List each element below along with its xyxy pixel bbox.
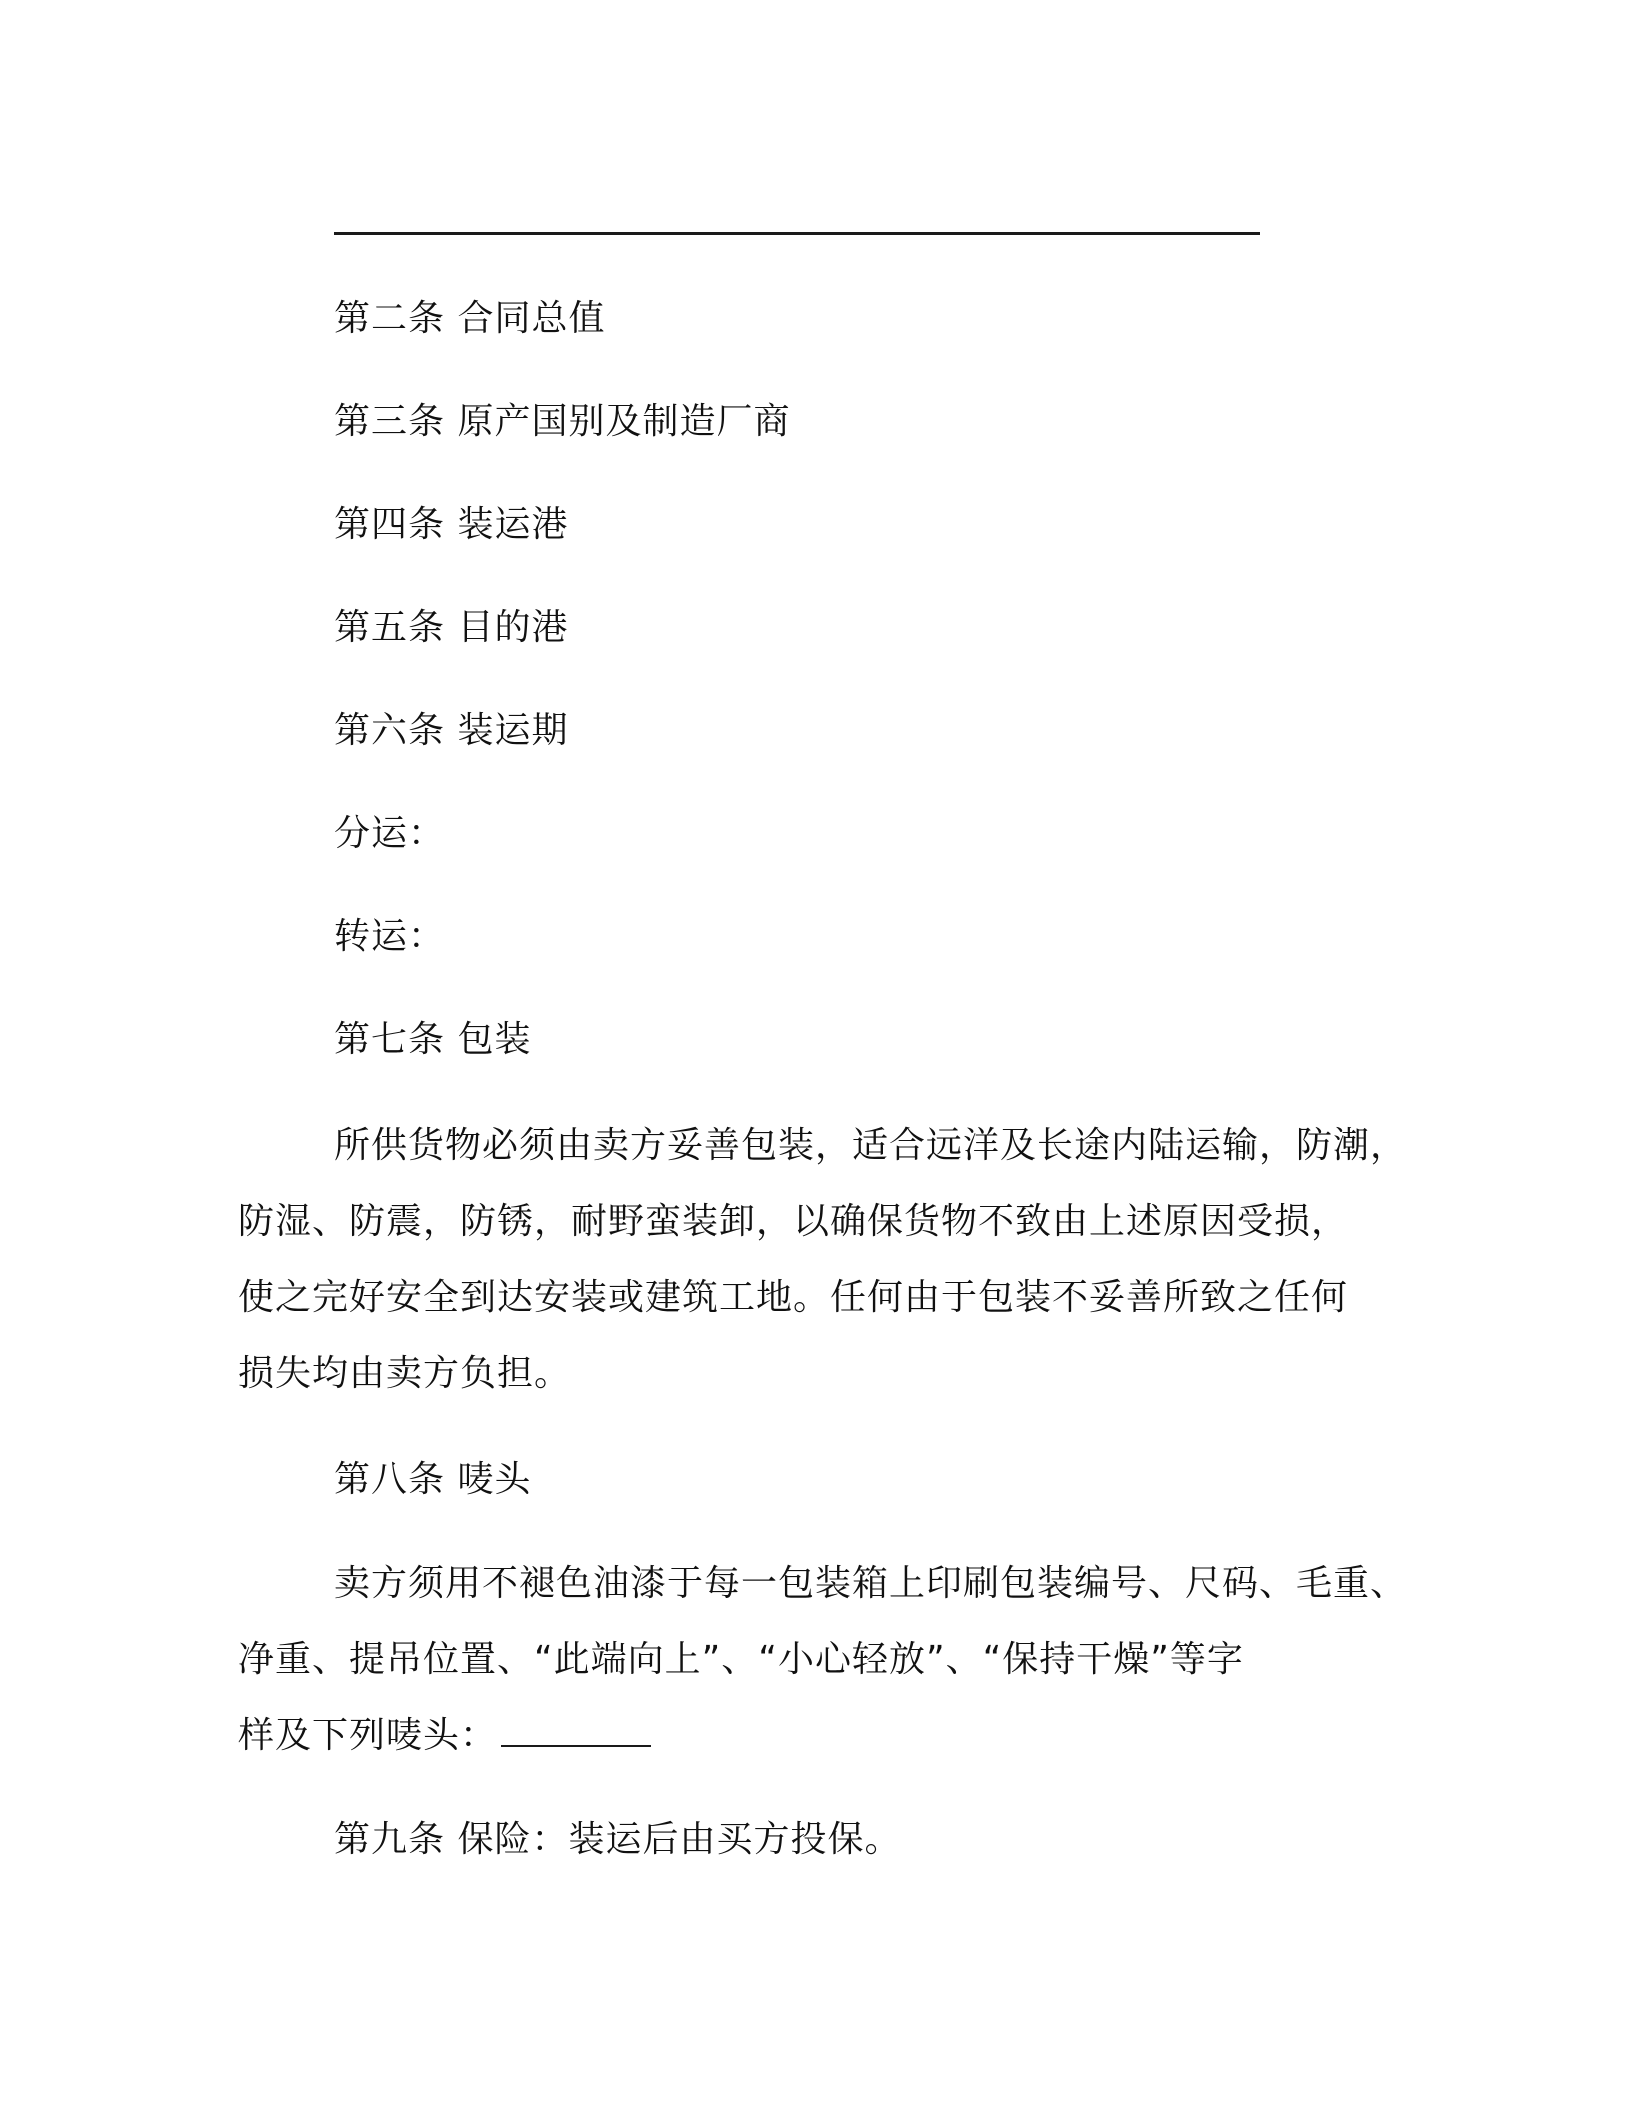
packaging-paragraph — [238, 1108, 1418, 1412]
transshipment-label: 转运： — [334, 916, 446, 957]
packaging-line-4: 损失均由卖方负担。 — [238, 1353, 572, 1394]
article-9-heading: 第九条 保险：装运后由买方投保。 — [334, 1819, 902, 1860]
marks-line-3-text: 样及下列唛头： — [238, 1715, 498, 1756]
packaging-line-2: 防湿、防震，防锈，耐野蛮装卸，以确保货物不致由上述原因受损， — [238, 1201, 1349, 1242]
partial-shipment-label: 分运： — [334, 813, 446, 854]
top-blank-line — [334, 232, 1260, 235]
article-4-heading: 第四条 装运港 — [334, 504, 569, 545]
article-5-heading: 第五条 目的港 — [334, 607, 569, 648]
marks-line-1: 卖方须用不褪色油漆于每一包装箱上印刷包装编号、尺码、毛重、 — [334, 1563, 1408, 1604]
packaging-line-3: 使之完好安全到达安装或建筑工地。任何由于包装不妥善所致之任何 — [238, 1277, 1349, 1318]
marks-paragraph — [238, 1546, 1418, 1774]
article-6-heading: 第六条 装运期 — [334, 710, 569, 751]
marks-line-3 — [238, 1698, 1418, 1774]
packaging-line-1: 所供货物必须由卖方妥善包装，适合远洋及长途内陆运输，防潮， — [334, 1125, 1408, 1166]
article-7-heading: 第七条 包装 — [334, 1019, 532, 1060]
shipping-marks-blank — [501, 1705, 651, 1747]
marks-line-2: 净重、提吊位置、“此端向上”、“小心轻放”、“保持干燥”等字 — [238, 1639, 1244, 1680]
article-3-heading: 第三条 原产国别及制造厂商 — [334, 401, 791, 442]
article-8-heading: 第八条 唛头 — [334, 1459, 532, 1500]
article-2-heading: 第二条 合同总值 — [334, 298, 606, 339]
